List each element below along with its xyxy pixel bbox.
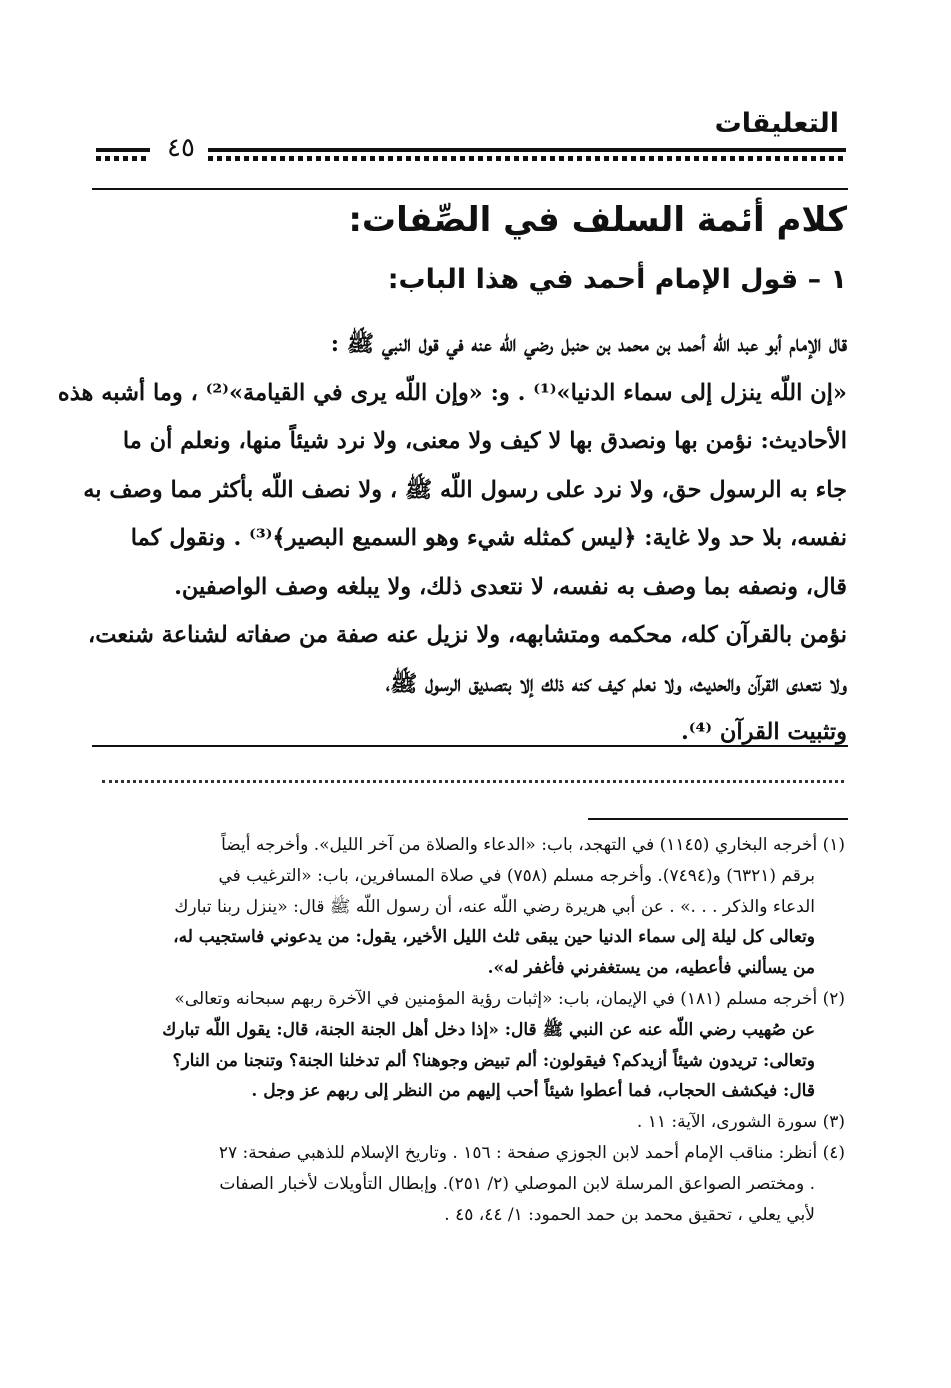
page-number: ٤٥ <box>167 133 195 163</box>
body-line: «إن اللّه ينزل إلى سماء الدنيا»⁽¹⁾ . و: «وإن اللّه يرى في القيامة»⁽²⁾ ، وما أشبه هذه <box>57 379 847 406</box>
footnote-line: (١) أخرجه البخاري (١١٤٥) في التهجد، باب: «الدعاء والصلاة من آخر الليل». وأخرجه أيضاً <box>221 835 845 855</box>
body-line: قال، ونصفه بما وصف به نفسه، لا نتعدى ذلك، ولا يبلغه وصف الواصفين. <box>174 573 847 600</box>
footnote-line: عن صُهيب رضي اللّه عنه عن النبي ﷺ قال: «إذا دخل أهل الجنة الجنة، قال: يقول اللّه تبارك <box>162 1019 815 1040</box>
footnote-line: من يسألني فأعطيه، من يستغفرني فأغفر له». <box>487 958 815 979</box>
body-line: وتثبيت القرآن ⁽⁴⁾. <box>680 719 847 745</box>
running-head: التعليقات <box>714 108 839 139</box>
body-line: الأحاديث: نؤمن بها ونصدق بها لا كيف ولا معنى، ولا نرد شيئاً منها، ونعلم أن ما <box>122 428 847 454</box>
footnotes <box>93 830 845 1230</box>
footnote-line: الدعاء والذكر . . .» . عن أبي هريرة رضي اللّه عنه، أن رسول اللّه ﷺ قال: «ينزل ربنا تبارك <box>174 896 815 917</box>
body-text <box>57 320 847 757</box>
footnote-line: قال: فيكشف الحجاب، فما أعطوا شيئاً أحب إليهم من النظر إلى ربهم عز وجل . <box>251 1081 815 1102</box>
body-line: نؤمن بالقرآن كله، محكمه ومتشابهه، ولا نزيل عنه صفة من صفاته لشناعة شنعت، <box>87 622 847 648</box>
footnote-line: (٤) أنظر: مناقب الإمام أحمد لابن الجوزي صفحة : ١٥٦ . وتاريخ الإسلام للذهبي صفحة: ٢٧ <box>218 1142 845 1163</box>
body-line: نفسه، بلا حد ولا غاية: ﴿ليس كمثله شيء وهو السميع البصير﴾⁽³⁾ . ونقول كما <box>130 525 847 551</box>
footnote-line: . ومختصر الصواعق المرسلة لابن الموصلي (٢/ ٢٥١). وإبطال التأويلات لأخبار الصفات <box>219 1173 815 1194</box>
body-line: ولا نتعدى القرآن والحديث، ولا نعلم كيف كنه ذلك إلا بتصديق الرسول ﷺ، <box>385 670 847 697</box>
body-line: قال الإمام أبو عبد اللّه أحمد بن محمد بن حنبل رضي اللّه عنه في قول النبي ﷺ : <box>330 331 847 357</box>
footnote-line: (٢) أخرجه مسلم (١٨١) في الإيمان، باب: «إثبات رؤية المؤمنين في الآخرة ربهم سبحانه وتعالى» <box>174 988 845 1009</box>
footnote-line: برقم (٦٣٢١) و(٧٤٩٤). وأخرجه مسلم (٧٥٨) في صلاة المسافرين، باب: «الترغيب في <box>218 865 815 886</box>
subsection-title: ١ – قول الإمام أحمد في هذا الباب: <box>387 264 847 295</box>
footnote-divider <box>588 818 848 820</box>
footnote-line: وتعالى: تريدون شيئاً أزيدكم؟ فيقولون: ألم تبيض وجوهنا؟ ألم تدخلنا الجنة؟ وتنجنا من النار؟ <box>172 1050 815 1071</box>
body-divider <box>92 745 848 747</box>
dotted-separator <box>102 780 844 783</box>
footnote-line: (٣) سورة الشورى، الآية: ١١ . <box>636 1112 845 1133</box>
header-decorative-rule <box>208 148 846 161</box>
footnote-line: وتعالى كل ليلة إلى سماء الدنيا حين يبقى ثلث الليل الأخير، يقول: من يدعوني فاستجيب له، <box>173 927 815 948</box>
footnote-line: لأبي يعلي ، تحقيق محمد بن حمد الحمود: ١/ ٤٤، ٤٥ . <box>444 1204 815 1225</box>
body-line: جاء به الرسول حق، ولا نرد على رسول اللّه ﷺ ، ولا نصف اللّه بأكثر مما وصف به <box>83 476 847 503</box>
section-title: كلام أئمة السلف في الصِّفات: <box>348 200 847 240</box>
header-decorative-rule-short <box>96 148 150 161</box>
header-divider <box>92 188 848 190</box>
